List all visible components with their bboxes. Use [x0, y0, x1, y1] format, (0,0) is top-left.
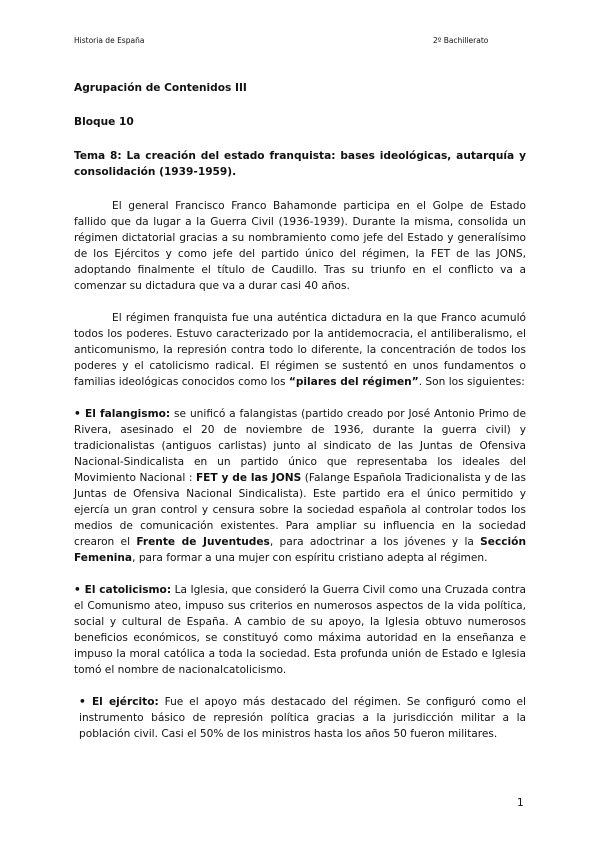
falangismo-text-1: se unificó a falangistas (partido creado por José Antonio Primo de Rivera, asesinado el 20 de noviembre de 1936, durante la guerra civil) y tradicionalistas (antiguos carlistas) junto al sindicato de las Juntas de Ofensiva Nacional-Sindicalista en un partido único que representaba los ideales del Movimiento Nacional :	[74, 408, 526, 484]
regime-tail: . Son los siguientes:	[418, 376, 525, 388]
topic-heading: Tema 8: La creación del estado franquista: bases ideológicas, autarquía y consolidación (1939-1959).	[74, 150, 526, 178]
document-body	[74, 80, 526, 758]
falangismo-text-4: , para formar a una mujer con espíritu cristiano adepta al régimen.	[132, 552, 488, 564]
falangismo-paragraph	[74, 406, 526, 566]
seccion-femenina-term: Sección Femenina	[74, 536, 526, 564]
ejercito-paragraph	[74, 694, 526, 742]
catolicismo-paragraph	[74, 582, 526, 678]
section-title: Agrupación de Contenidos III	[74, 82, 247, 94]
frente-juventudes-term: Frente de Juventudes	[136, 536, 270, 548]
regime-paragraph	[74, 310, 526, 390]
falangismo-text-3: , para adoctrinar a los jóvenes y la	[269, 536, 481, 548]
fet-jons-term: FET y de las JONS	[195, 472, 302, 484]
header-course: 2º Bachillerato	[433, 36, 489, 45]
falangismo-text-2: (Falange Española Tradicionalista y de las Juntas de Ofensiva Nacional Sindicalista). Este partido era el único permitido y ejercía un gran control y censura sobre la sociedad española al controlar todos los medios de comunicación existentes. Para ampliar su influencia en la sociedad crearon el	[74, 472, 526, 548]
falangismo-label: • El falangismo:	[74, 408, 171, 420]
regime-text: El régimen franquista fue una auténtica dictadura en la que Franco acumuló todos los poderes. Estuvo caracterizado por la antidemocracia, el antiliberalismo, el anticomunismo, la represión contra todo lo diferente, la concentración de todos los poderes y el catolicismo radical. El régimen se sustentó en unos fundamentos o familias ideológicas conocidos como los	[74, 312, 526, 388]
ejercito-label: • El ejército:	[79, 696, 159, 708]
header-subject: Historia de España	[74, 36, 145, 45]
catolicismo-text: La Iglesia, que consideró la Guerra Civil como una Cruzada contra el Comunismo ateo, impuso sus criterios en numerosos aspectos de la vida política, social y cultural de España. A cambio de su apoyo, la Iglesia obtuvo numerosos beneficios económicos, se constituyó como máxima autoridad en la enseñanza e impuso la moral católica a toda la sociedad. Esta profunda unión de Estado e Iglesia tomó el nombre de nacionalcatolicismo.	[74, 584, 526, 676]
catolicismo-label: • El catolicismo:	[74, 584, 172, 596]
intro-paragraph: El general Francisco Franco Bahamonde participa en el Golpe de Estado fallido que da lugar a la Guerra Civil (1936-1939). Durante la misma, consolida un régimen dictatorial gracias a su nombramiento como jefe del Estado y generalísimo de los Ejércitos y como jefe del partido único del régimen, la FET de las JONS, adoptando finalmente el título de Caudillo. Tras su triunfo en el conflicto va a comenzar su dictadura que va a durar casi 40 años.	[74, 200, 526, 292]
page-number: 1	[517, 797, 524, 809]
pillars-term: “pilares del régimen”	[288, 376, 419, 388]
block-title: Bloque 10	[74, 116, 134, 128]
ejercito-text: Fue el apoyo más destacado del régimen. Se configuró como el instrumento básico de represión política gracias a la jurisdicción militar a la población civil. Casi el 50% de los ministros hasta los años 50 fueron militares.	[79, 696, 527, 740]
